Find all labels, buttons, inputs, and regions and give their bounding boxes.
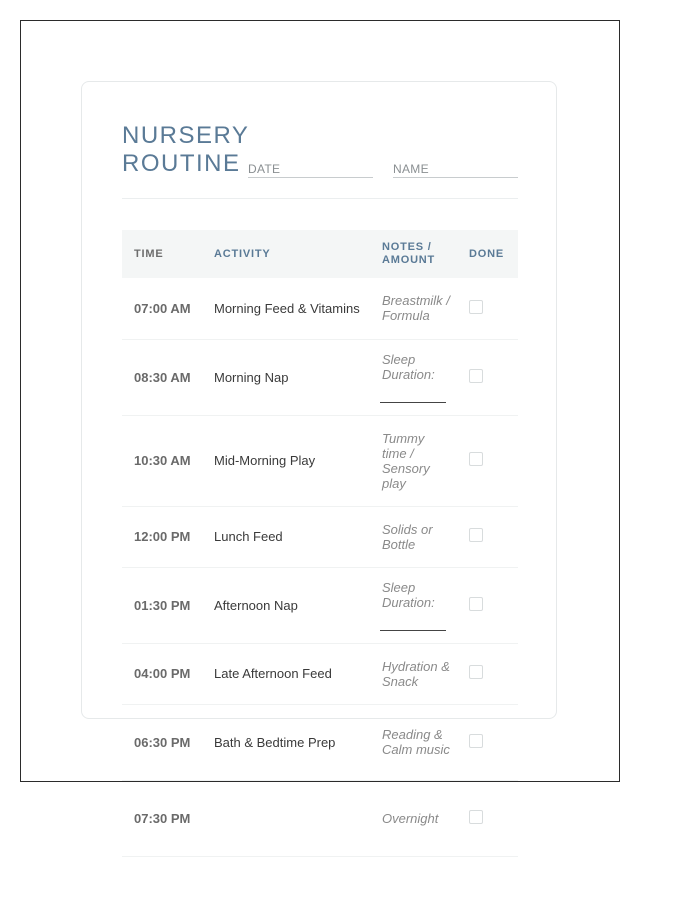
header-divider — [122, 198, 518, 199]
row-time: 08:30 AM — [122, 339, 202, 415]
date-field[interactable]: DATE — [248, 162, 373, 178]
done-checkbox[interactable] — [469, 452, 483, 466]
row-notes: Overnight — [372, 780, 451, 856]
table-row — [122, 567, 518, 643]
table-row — [122, 506, 518, 567]
row-time: 07:00 AM — [122, 278, 202, 339]
table-row — [122, 278, 518, 339]
done-checkbox[interactable] — [469, 597, 483, 611]
row-activity — [202, 780, 372, 856]
table-header-row — [122, 230, 518, 278]
row-activity: Lunch Feed — [202, 506, 372, 567]
done-checkbox[interactable] — [469, 665, 483, 679]
row-notes-text: Sleep Duration: — [382, 351, 435, 382]
routine-table — [122, 230, 518, 857]
row-activity: Late Afternoon Feed — [202, 643, 372, 704]
done-checkbox[interactable] — [469, 810, 483, 824]
row-notes-text: Sleep Duration: — [382, 579, 435, 610]
row-time: 04:00 PM — [122, 643, 202, 704]
table-row — [122, 643, 518, 704]
sleep-duration-blank-line[interactable] — [380, 402, 446, 403]
row-activity: Mid-Morning Play — [202, 415, 372, 506]
table-row — [122, 415, 518, 506]
done-checkbox[interactable] — [469, 369, 483, 383]
routine-table-container — [122, 230, 518, 826]
row-time: 01:30 PM — [122, 567, 202, 643]
table-row — [122, 704, 518, 780]
row-notes: Tummy time / Sensory play — [372, 415, 451, 506]
table-row — [122, 339, 518, 415]
row-notes: Hydration & Snack — [372, 643, 451, 704]
page-title: NURSERY ROUTINE — [122, 122, 249, 177]
time-column-header: TIME — [122, 230, 202, 278]
row-notes — [372, 339, 451, 415]
row-notes: Reading & Calm music — [372, 704, 451, 780]
row-notes: Breastmilk / Formula — [372, 278, 451, 339]
sleep-duration-blank-line[interactable] — [380, 630, 446, 631]
done-column-header: DONE — [451, 230, 518, 278]
activity-column-header: ACTIVITY — [202, 230, 372, 278]
row-time: 06:30 PM — [122, 704, 202, 780]
done-checkbox[interactable] — [469, 734, 483, 748]
row-time: 07:30 PM — [122, 780, 202, 856]
row-notes — [372, 567, 451, 643]
row-activity: Morning Nap — [202, 339, 372, 415]
name-field[interactable]: NAME — [393, 162, 518, 178]
row-time: 10:30 AM — [122, 415, 202, 506]
notes-column-header: NOTES / AMOUNT — [372, 230, 451, 278]
row-time: 12:00 PM — [122, 506, 202, 567]
row-notes: Solids or Bottle — [372, 506, 451, 567]
row-activity: Bath & Bedtime Prep — [202, 704, 372, 780]
table-row — [122, 780, 518, 856]
done-checkbox[interactable] — [469, 528, 483, 542]
row-activity: Morning Feed & Vitamins — [202, 278, 372, 339]
row-activity: Afternoon Nap — [202, 567, 372, 643]
done-checkbox[interactable] — [469, 300, 483, 314]
